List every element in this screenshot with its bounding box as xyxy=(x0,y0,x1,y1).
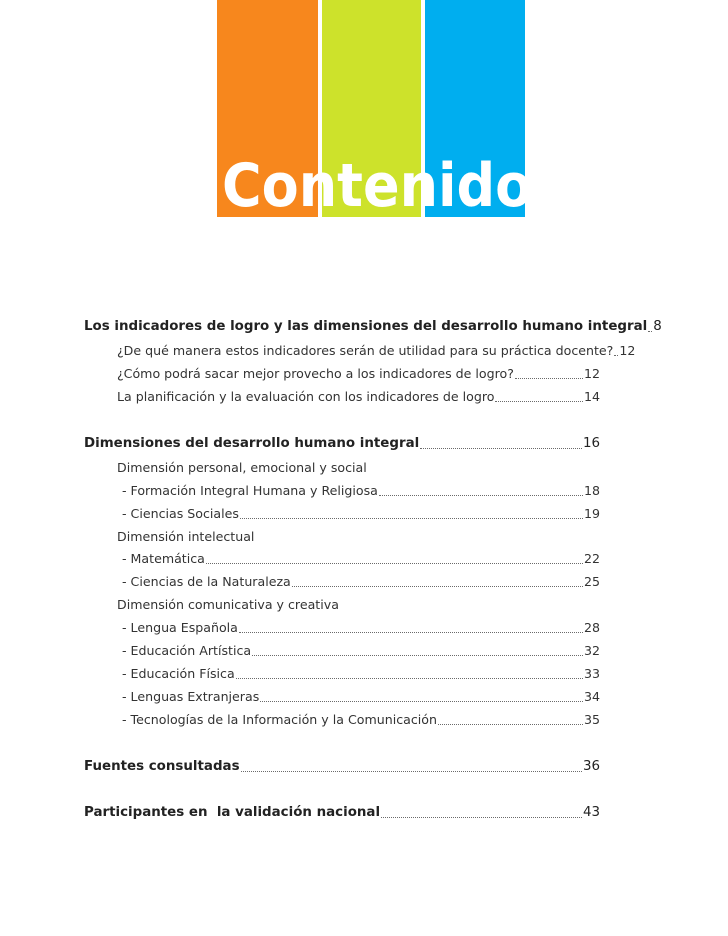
toc-item-label: - Lenguas Extranjeras xyxy=(122,689,260,704)
toc-item-label: - Matemática xyxy=(122,551,205,566)
toc-section-label: Los indicadores de logro y las dimensiones del desarrollo humano integral xyxy=(84,319,648,334)
toc-item[interactable] xyxy=(122,638,600,660)
toc-section-label: Dimensiones del desarrollo humano integral xyxy=(84,436,420,451)
toc-item-label: ¿De qué manera estos indicadores serán de utilidad para su práctica docente? xyxy=(117,343,614,358)
dot-leader xyxy=(241,771,582,772)
toc-page-number: 22 xyxy=(583,551,600,566)
toc-item-label: La planificación y la evaluación con los indicadores de logro xyxy=(117,389,495,404)
toc-item[interactable] xyxy=(122,615,600,637)
toc-page-number: 19 xyxy=(583,506,600,521)
toc-page-number: 34 xyxy=(583,689,600,704)
toc-page-number: 35 xyxy=(583,712,600,727)
toc-item-label: ¿Cómo podrá sacar mejor provecho a los indicadores de logro? xyxy=(117,366,514,381)
toc-item[interactable] xyxy=(122,478,600,500)
toc-section-label: Fuentes consultadas xyxy=(84,759,240,774)
toc-page-number: 12 xyxy=(583,366,600,381)
toc-page-number: 25 xyxy=(583,574,600,589)
toc-page-number: 14 xyxy=(583,389,600,404)
toc-item[interactable] xyxy=(122,569,600,591)
dot-leader xyxy=(648,331,652,332)
toc-item-label: - Tecnologías de la Información y la Comunicación xyxy=(122,712,437,727)
toc-page-number: 36 xyxy=(582,759,600,774)
toc-item[interactable] xyxy=(122,684,600,706)
dot-leader xyxy=(239,632,583,633)
toc-item[interactable] xyxy=(117,338,636,360)
toc-item-label: - Lengua Española xyxy=(122,620,238,635)
toc-group-heading: Dimensión intelectual xyxy=(117,529,255,544)
dot-leader xyxy=(381,817,582,818)
dot-leader xyxy=(292,586,583,587)
dot-leader xyxy=(438,724,583,725)
dot-leader xyxy=(240,518,583,519)
dot-leader xyxy=(495,401,582,402)
dot-leader xyxy=(420,448,582,449)
toc-item[interactable] xyxy=(117,361,600,383)
toc-section-participantes[interactable] xyxy=(84,800,600,822)
toc-page-number: 12 xyxy=(619,343,636,358)
toc-page-number: 28 xyxy=(583,620,600,635)
dot-leader xyxy=(614,355,618,356)
dot-leader xyxy=(260,701,583,702)
toc-item[interactable] xyxy=(122,707,600,729)
toc-page-number: 8 xyxy=(653,319,662,334)
toc-section-dimensiones[interactable] xyxy=(84,431,600,453)
dot-leader xyxy=(379,495,583,496)
toc-group-heading: Dimensión personal, emocional y social xyxy=(117,460,367,475)
toc-item-label: - Educación Artística xyxy=(122,643,252,658)
toc-item-label: - Ciencias de la Naturaleza xyxy=(122,574,291,589)
page-title: Contenido xyxy=(222,151,533,221)
toc-item[interactable] xyxy=(117,384,600,406)
toc-item[interactable] xyxy=(122,661,600,683)
toc-page-number: 33 xyxy=(583,666,600,681)
toc-page-number: 43 xyxy=(582,805,600,820)
toc-page-number: 18 xyxy=(583,483,600,498)
toc-section-indicadores[interactable] xyxy=(84,314,662,336)
dot-leader xyxy=(252,655,583,656)
toc-section-label: Participantes en la validación nacional xyxy=(84,805,381,820)
toc-item-label: - Ciencias Sociales xyxy=(122,506,239,521)
dot-leader xyxy=(236,678,583,679)
toc-section-fuentes[interactable] xyxy=(84,754,600,776)
toc-page-number: 16 xyxy=(582,436,600,451)
toc-item[interactable] xyxy=(122,501,600,523)
toc-group-heading: Dimensión comunicativa y creativa xyxy=(117,597,339,612)
dot-leader xyxy=(206,563,583,564)
toc-item[interactable] xyxy=(122,546,600,568)
toc-item-label: - Formación Integral Humana y Religiosa xyxy=(122,483,378,498)
toc-item-label: - Educación Física xyxy=(122,666,235,681)
dot-leader xyxy=(515,378,583,379)
toc-page-number: 32 xyxy=(583,643,600,658)
